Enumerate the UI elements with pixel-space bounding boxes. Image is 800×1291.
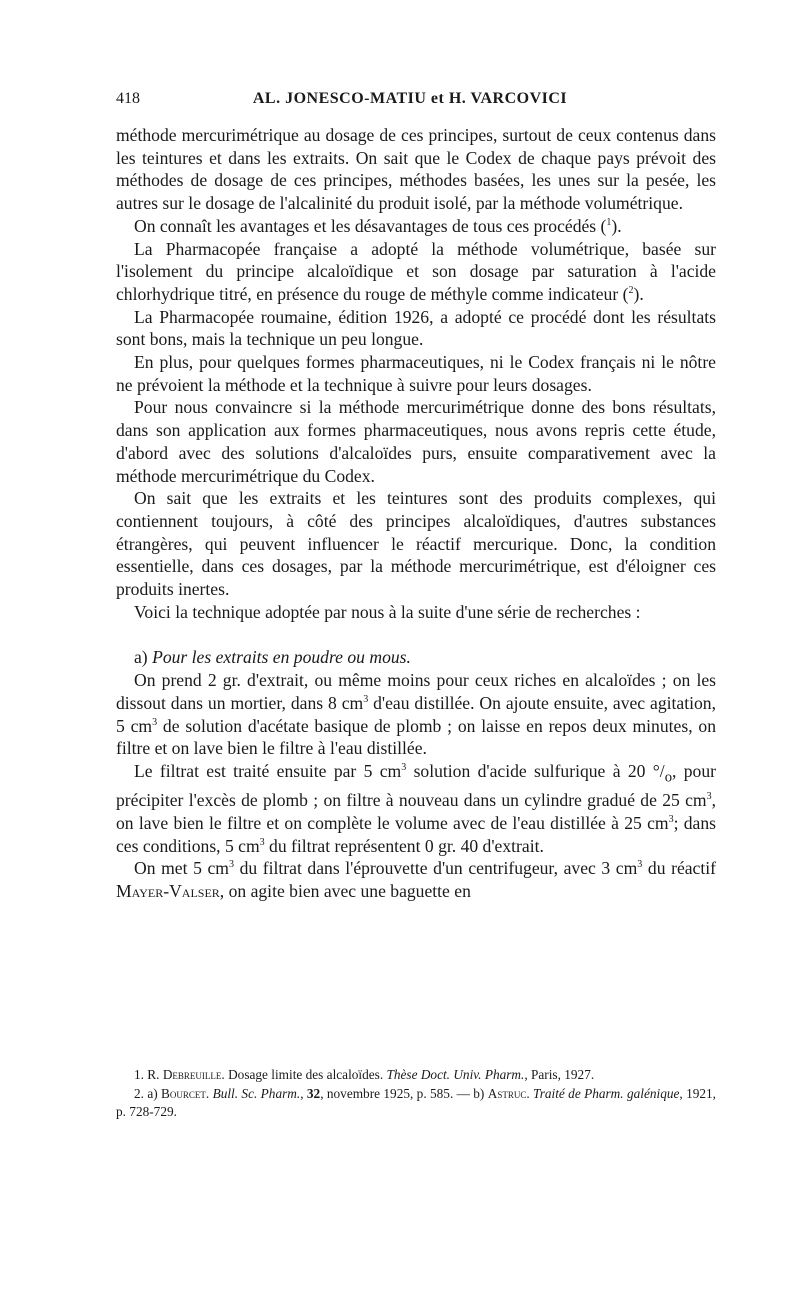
paragraph-7: On sait que les extraits et les teintures sont des produits complexes, qui contiennent toujours, à côté des principes alcaloïdiques, d'autres substances étrangères, qui peuvent influencer le réactif mercurique. Donc, la condition essentielle, dans ces dosages, par la méthode mercurimétrique, est d'éloigner ces produits inertes. [116,488,716,600]
footnote-2: 2. a) Bourcet. Bull. Sc. Pharm., 32, novembre 1925, p. 585. — b) Astruc. Traité de Pharm. galénique, 1921, p. 728-729. [116,1085,717,1119]
footnote-ref-2: 2 [628,285,634,297]
paragraph-10: Le filtrat est traité ensuite par 5 $cm^3$ solution d'acide sulfurique à 20 $^\circ/_o$, pour précipiter l'excès de plomb ; on filtre à nouveau dans un cylindre gradué de 25 $cm^3$, on lave bien le filtre et on complète le volume avec de l'eau distillée à 25 $cm^3$; dans ces conditions, 5 $cm^3$ du filtrat représentent 0 gr. 40 d'extrait. [116,760,716,856]
paragraph-9: On prend 2 gr. d'extrait, ou même moins pour ceux riches en alcaloïdes ; on les dissout dans un mortier, dans 8 $cm^3$ d'eau distillée. On ajoute ensuite, avec agitation, 5 $cm^3$ de solution d'acétate basique de plomb ; on laisse en repos deux minutes, on filtre et on lave bien le filtre à l'eau distillée. [116,670,716,759]
paragraph-1: méthode mercurimétrique au dosage de ces principes, surtout de ceux contenus dans les teintures et dans les extraits. On sait que le Codex de chaque pays prévoit des méthodes de dosage de ces principes, méthodes basées, les unes sur la pesée, les autres sur le dosage de l'alcalinité du produit isolé, par la méthode volumétrique. [116,125,716,214]
paragraph-5: En plus, pour quelques formes pharmaceutiques, ni le Codex français ni le nôtre ne prévoient la méthode et la technique à suivre pour leurs dosages. [116,352,716,395]
subheading-title: Pour les extraits en poudre ou mous. [152,647,411,668]
paragraph-8: Voici la technique adoptée par nous à la suite d'une série de recherches : [134,601,641,622]
running-title: AL. JONESCO-MATIU et H. VARCOVICI [252,90,568,107]
paragraph-4: La Pharmacopée roumaine, édition 1926, a adopté ce procédé dont les résultats sont bons, mais la technique un peu longue. [116,306,716,350]
page-header [0,90,800,114]
paragraph-11: On met 5 $cm^3$ du filtrat dans l'éprouvette d'un centrifugeur, avec 3 $cm^3$ du réactif Mayer-Valser, on agite bien avec une baguette en [116,858,717,902]
paragraph-2: On connaît les avantages et les désavantages de tous ces procédés ($^1$). [134,215,622,236]
footnote-ref-1: 1 [606,216,612,228]
page-number: 418 [116,90,140,107]
footnote-1: 1. R. Debreuille. Dosage limite des alcaloïdes. Thèse Doct. Univ. Pharm., Paris, 1927. [134,1067,595,1082]
section-subheading: a) Pour les extraits en poudre ou mous. [134,647,411,668]
paragraph-3: La Pharmacopée française a adopté la méthode volumétrique, basée sur l'isolement du principe alcaloïdique et son dosage par saturation à l'acide chlorhydrique titré, en présence du rouge de méthyle comme indicateur ($^2$). [116,238,716,304]
body-text [116,124,716,903]
footnotes [116,1066,716,1122]
author-name: Mayer-Valser [116,881,220,902]
paragraph-6: Pour nous convaincre si la méthode mercurimétrique donne des bons résultats, dans son application aux formes pharmaceutiques, nous avons repris cette étude, d'abord avec des solutions d'alcaloïdes purs, ensuite comparativement avec la méthode mercurimétrique du Codex. [116,397,716,486]
